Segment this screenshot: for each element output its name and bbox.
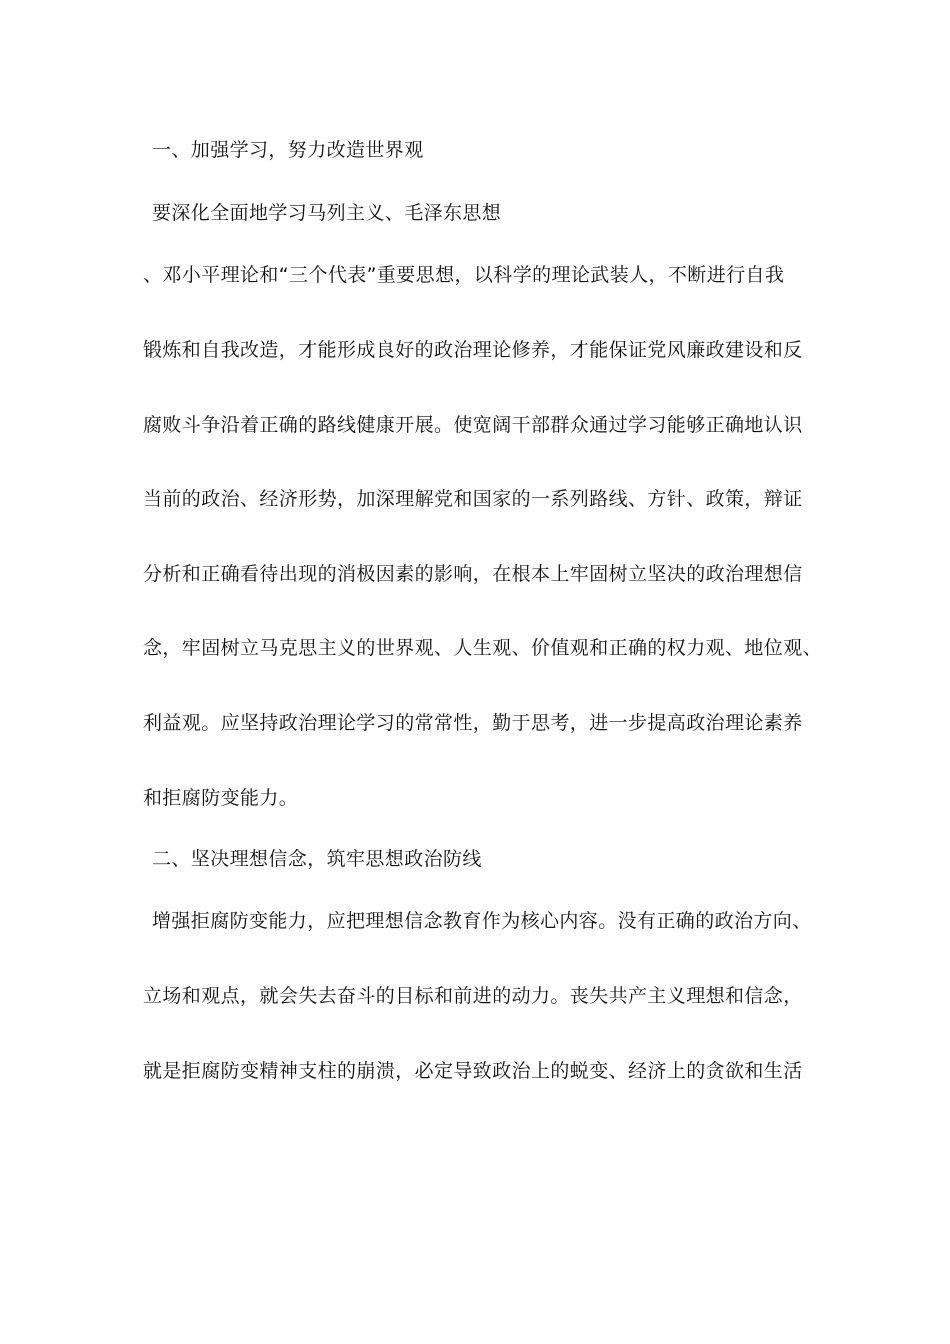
- paragraph-line: 利益观。应坚持政治理论学习的常常性，勤于思考，进一步提高政治理论素养: [143, 712, 803, 734]
- paragraph-line: 腐败斗争沿着正确的路线健康开展。使宽阔干部群众通过学习能够正确地认识: [143, 414, 803, 436]
- paragraph-line: 、邓小平理论和“三个代表”重要思想，以科学的理论武装人，不断进行自我: [143, 264, 785, 286]
- paragraph-line: 锻炼和自我改造，才能形成良好的政治理论修养，才能保证党风廉政建设和反: [143, 339, 803, 361]
- paragraph-line: 要深化全面地学习马列主义、毛泽东思想: [152, 202, 502, 224]
- section-heading-1: 一、加强学习，努力改造世界观: [152, 139, 424, 161]
- paragraph-line: 当前的政治、经济形势，加深理解党和国家的一系列路线、方针、政策，辩证: [143, 488, 803, 510]
- section-heading-2: 二、坚决理想信念，筑牢思想政治防线: [152, 848, 482, 870]
- paragraph-line: 立场和观点，就会失去奋斗的目标和前进的动力。丧失共产主义理想和信念，: [143, 985, 803, 1007]
- paragraph-line: 分析和正确看待出现的消极因素的影响，在根本上牢固树立坚决的政治理想信: [143, 563, 803, 585]
- paragraph-line: 增强拒腐防变能力，应把理想信念教育作为核心内容。没有正确的政治方向、: [152, 910, 812, 932]
- paragraph-line: 和拒腐防变能力。: [143, 787, 299, 809]
- paragraph-line: 念，牢固树立马克思主义的世界观、人生观、价值观和正确的权力观、地位观、: [143, 637, 823, 659]
- paragraph-line: 就是拒腐防变精神支柱的崩溃，必定导致政治上的蜕变、经济上的贪欲和生活: [143, 1060, 803, 1082]
